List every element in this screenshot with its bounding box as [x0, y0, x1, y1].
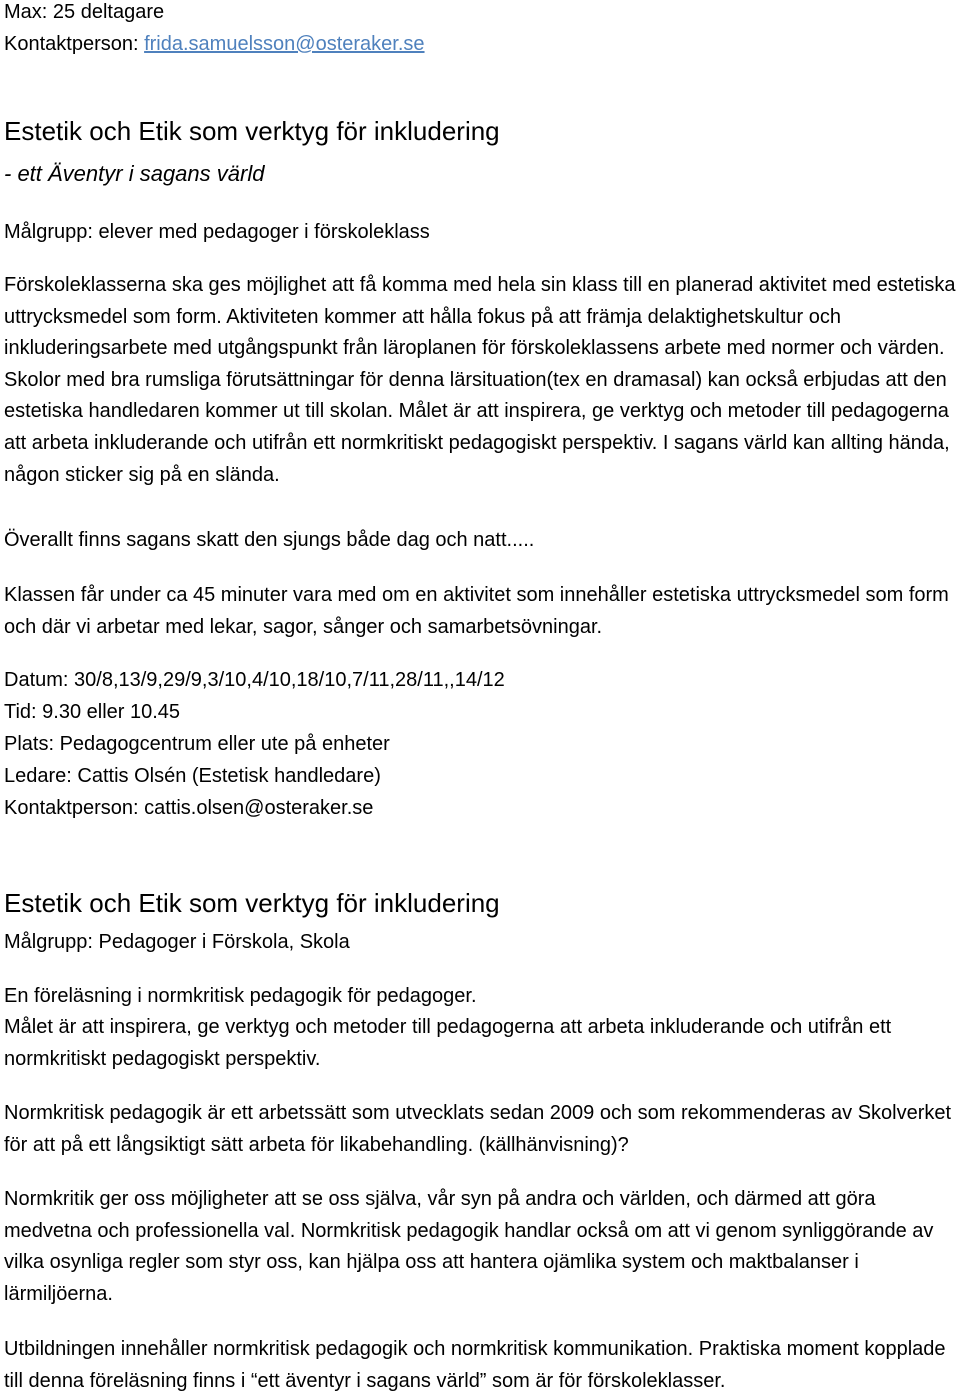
section1-title: Estetik och Etik som verktyg för inkludering [4, 116, 500, 146]
section1-body: Förskoleklasserna ska ges möjlighet att få komma med hela sin klass till en planerad aktivitet med estetiska uttrycksmedel som form. Aktiviteten kommer att hålla fokus på att främja delaktighetskultur och inkluderingsarbete med utgångspunkt från läroplanen för förskoleklassens arbete med normer och värden. Skolor med bra rumsliga förutsättningar för denna lärsituation(tex en dramasal) kan också erbjudas att den estetiska handledaren kommer ut till skolan. Målet är att inspirera, ge verktyg och metoder till pedagogerna att arbeta inkluderande och utifrån ett normkritiskt pedagogiskt perspektiv. I sagans värld kan allting hända, någon sticker sig på en slända. [4, 274, 956, 486]
event-place: Plats: Pedagogcentrum eller ute på enheter [4, 733, 390, 755]
contact-label: Kontaktperson: [4, 33, 145, 55]
max-participants: Max: 25 deltagare [4, 1, 165, 23]
section2-target: Målgrupp: Pedagoger i Förskola, Skola [4, 931, 350, 953]
event-time: Tid: 9.30 eller 10.45 [4, 701, 181, 723]
section2-paragraph-1: Normkritisk pedagogik är ett arbetssätt som utvecklats sedan 2009 och som rekommenderas av Skolverket för att på ett långsiktigt sätt arbeta för likabehandling. (källhänvisning)? [4, 1102, 952, 1156]
section1-target: Målgrupp: elever med pedagoger i förskoleklass [4, 221, 430, 243]
section2-goal: Målet är att inspirera, ge verktyg och metoder till pedagogerna att arbeta inkluderande och utifrån ett normkritiskt pedagogiskt perspektiv. [4, 1016, 892, 1070]
contact-line-top [4, 32, 425, 56]
event-date: Datum: 30/8,13/9,29/9,3/10,4/10,18/10,7/11,28/11,,14/12 [4, 669, 505, 691]
saga-line: Överallt finns sagans skatt den sjungs både dag och natt..... [4, 529, 535, 551]
section2-title: Estetik och Etik som verktyg för inkludering [4, 888, 500, 918]
event-leader: Ledare: Cattis Olsén (Estetisk handledare) [4, 765, 381, 787]
lecture-line: En föreläsning i normkritisk pedagogik för pedagoger. [4, 985, 477, 1007]
event-contact: Kontaktperson: cattis.olsen@osteraker.se [4, 797, 374, 819]
section1-subtitle: - ett Äventyr i sagans värld [4, 161, 265, 186]
class-description: Klassen får under ca 45 minuter vara med om en aktivitet som innehåller estetiska uttrycksmedel som form och där vi arbetar med lekar, sagor, sånger och samarbetsövningar. [4, 584, 949, 638]
section2-paragraph-2: Normkritik ger oss möjligheter att se oss själva, vår syn på andra och världen, och därmed att göra medvetna och professionella val. Normkritisk pedagogik handlar också om att vi genom synliggörande av vilka osynliga regler som styr oss, kan hjälpa oss att hantera ojämlika system och maktbalanser i lärmiljöerna. [4, 1188, 934, 1305]
section2-paragraph-3: Utbildningen innehåller normkritisk pedagogik och normkritisk kommunikation. Praktiska moment kopplade till denna föreläsning finns i “ett äventyr i sagans värld” som är för förskoleklasser. [4, 1338, 946, 1392]
contact-email-link[interactable]: frida.samuelsson@osteraker.se [144, 33, 425, 55]
